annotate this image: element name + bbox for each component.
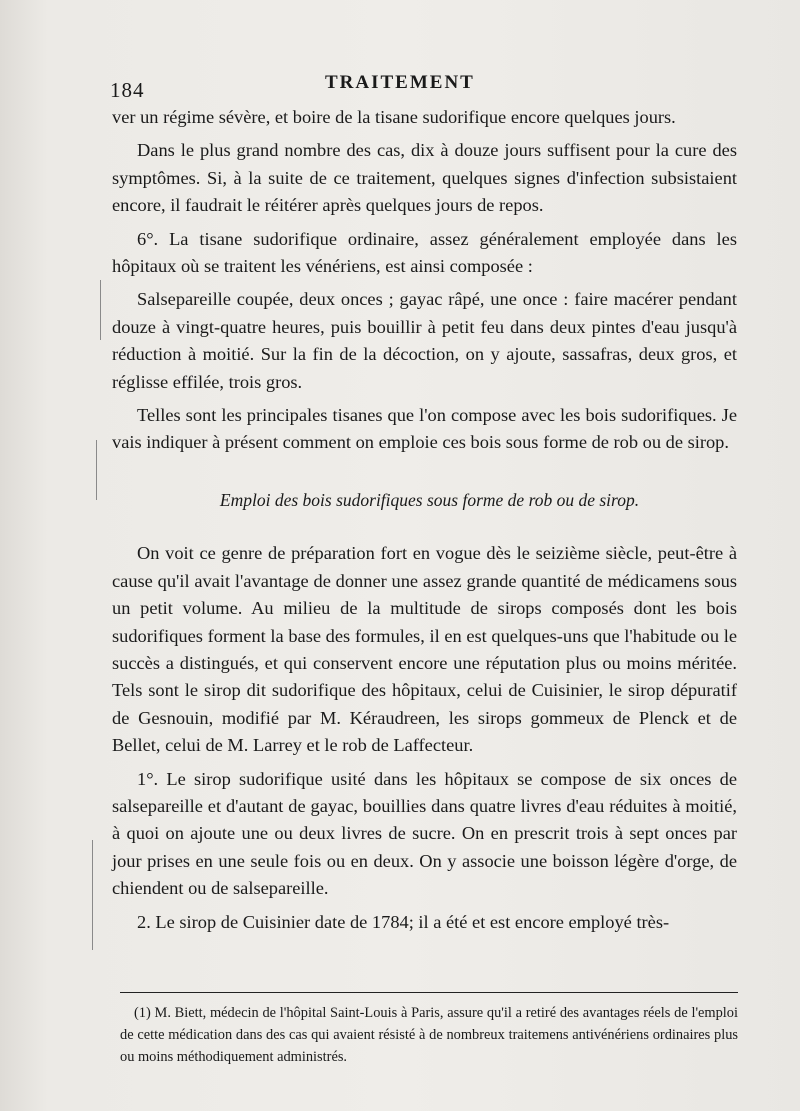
footnote-text: (1) M. Biett, médecin de l'hôpital Saint-Louis à Paris, assure qu'il a retiré des avantages réels de l'emploi de cette médication dans des cas qui avaient résisté à de nombreux traitemens antivénériens ordinaires plus ou moins méthodiquement administrés. [120,1005,738,1065]
pencil-margin-mark [92,840,93,950]
main-text [112,104,737,936]
paragraph: Salsepareille coupée, deux onces ; gayac râpé, une once : faire macérer pendant douze à vingt-quatre heures, puis bouillir à petit feu dans deux pintes d'eau jusqu'à réduction à moitié. Sur la fin de la décoction, on y ajoute, sassafras, deux gros, et réglisse effilée, trois gros. [112,289,737,392]
pencil-margin-mark [96,440,97,500]
footnote [120,1002,738,1068]
pencil-margin-mark [100,280,101,340]
page-number: 184 [110,78,145,102]
paragraph: 6°. La tisane sudorifique ordinaire, assez généralement employée dans les hôpitaux où se traitent les vénériens, est ainsi composée : [112,228,737,277]
paragraph: 2. Le sirop de Cuisinier date de 1784; il a été et est encore employé très- [137,911,670,932]
paragraph: Telles sont les principales tisanes que l'on compose avec les bois sudorifiques. Je vais indiquer à présent comment on emploie ces bois sous forme de rob ou de sirop. [112,405,737,453]
paragraph: On voit ce genre de préparation fort en vogue dès le seizième siècle, peut-être à cause qu'il avait l'avantage de donner une assez grande quantité de médicamens sous un petit volume. Au milieu de la multitude de sirops composés dont les bois sudorifiques forment la base des formules, il en est quelques-uns que l'habitude ou le succès a distingués, et qui conservent encore une réputation plus ou moins méritée. Tels sont le sirop dit sudorifique des hôpitaux, celui de Cuisinier, le sirop dépuratif de Gesnouin, modifié par M. Kéraudreen, les sirops gommeux de Plenck et de Bellet, celui de M. Larrey et le rob de Laffecteur. [112,543,737,756]
page-header [110,72,760,102]
running-title: TRAITEMENT [325,72,475,93]
section-heading: Emploi des bois sudorifiques sous forme de rob ou de sirop. [219,489,640,510]
paragraph: Dans le plus grand nombre des cas, dix à douze jours suffisent pour la cure des symptômes. Si, à la suite de ce traitement, quelques signes d'infection subsistaient encore, il faudrait le réitérer après quelques jours de repos. [112,140,737,216]
paragraph-continuation: ver un régime sévère, et boire de la tisane sudorifique encore quelques jours. [112,107,676,127]
footnote-rule [120,992,738,993]
paragraph: 1°. Le sirop sudorifique usité dans les hôpitaux se compose de six onces de salsepareille et d'autant de gayac, bouillies dans quatre livres d'eau réduites à moitié, à quoi on ajoute une ou deux livres de sucre. On en prescrit trois à sept onces par jour prises en une seule fois ou en deux. On y associe une boisson légère d'orge, de chiendent ou de salsepareille. [112,768,737,899]
